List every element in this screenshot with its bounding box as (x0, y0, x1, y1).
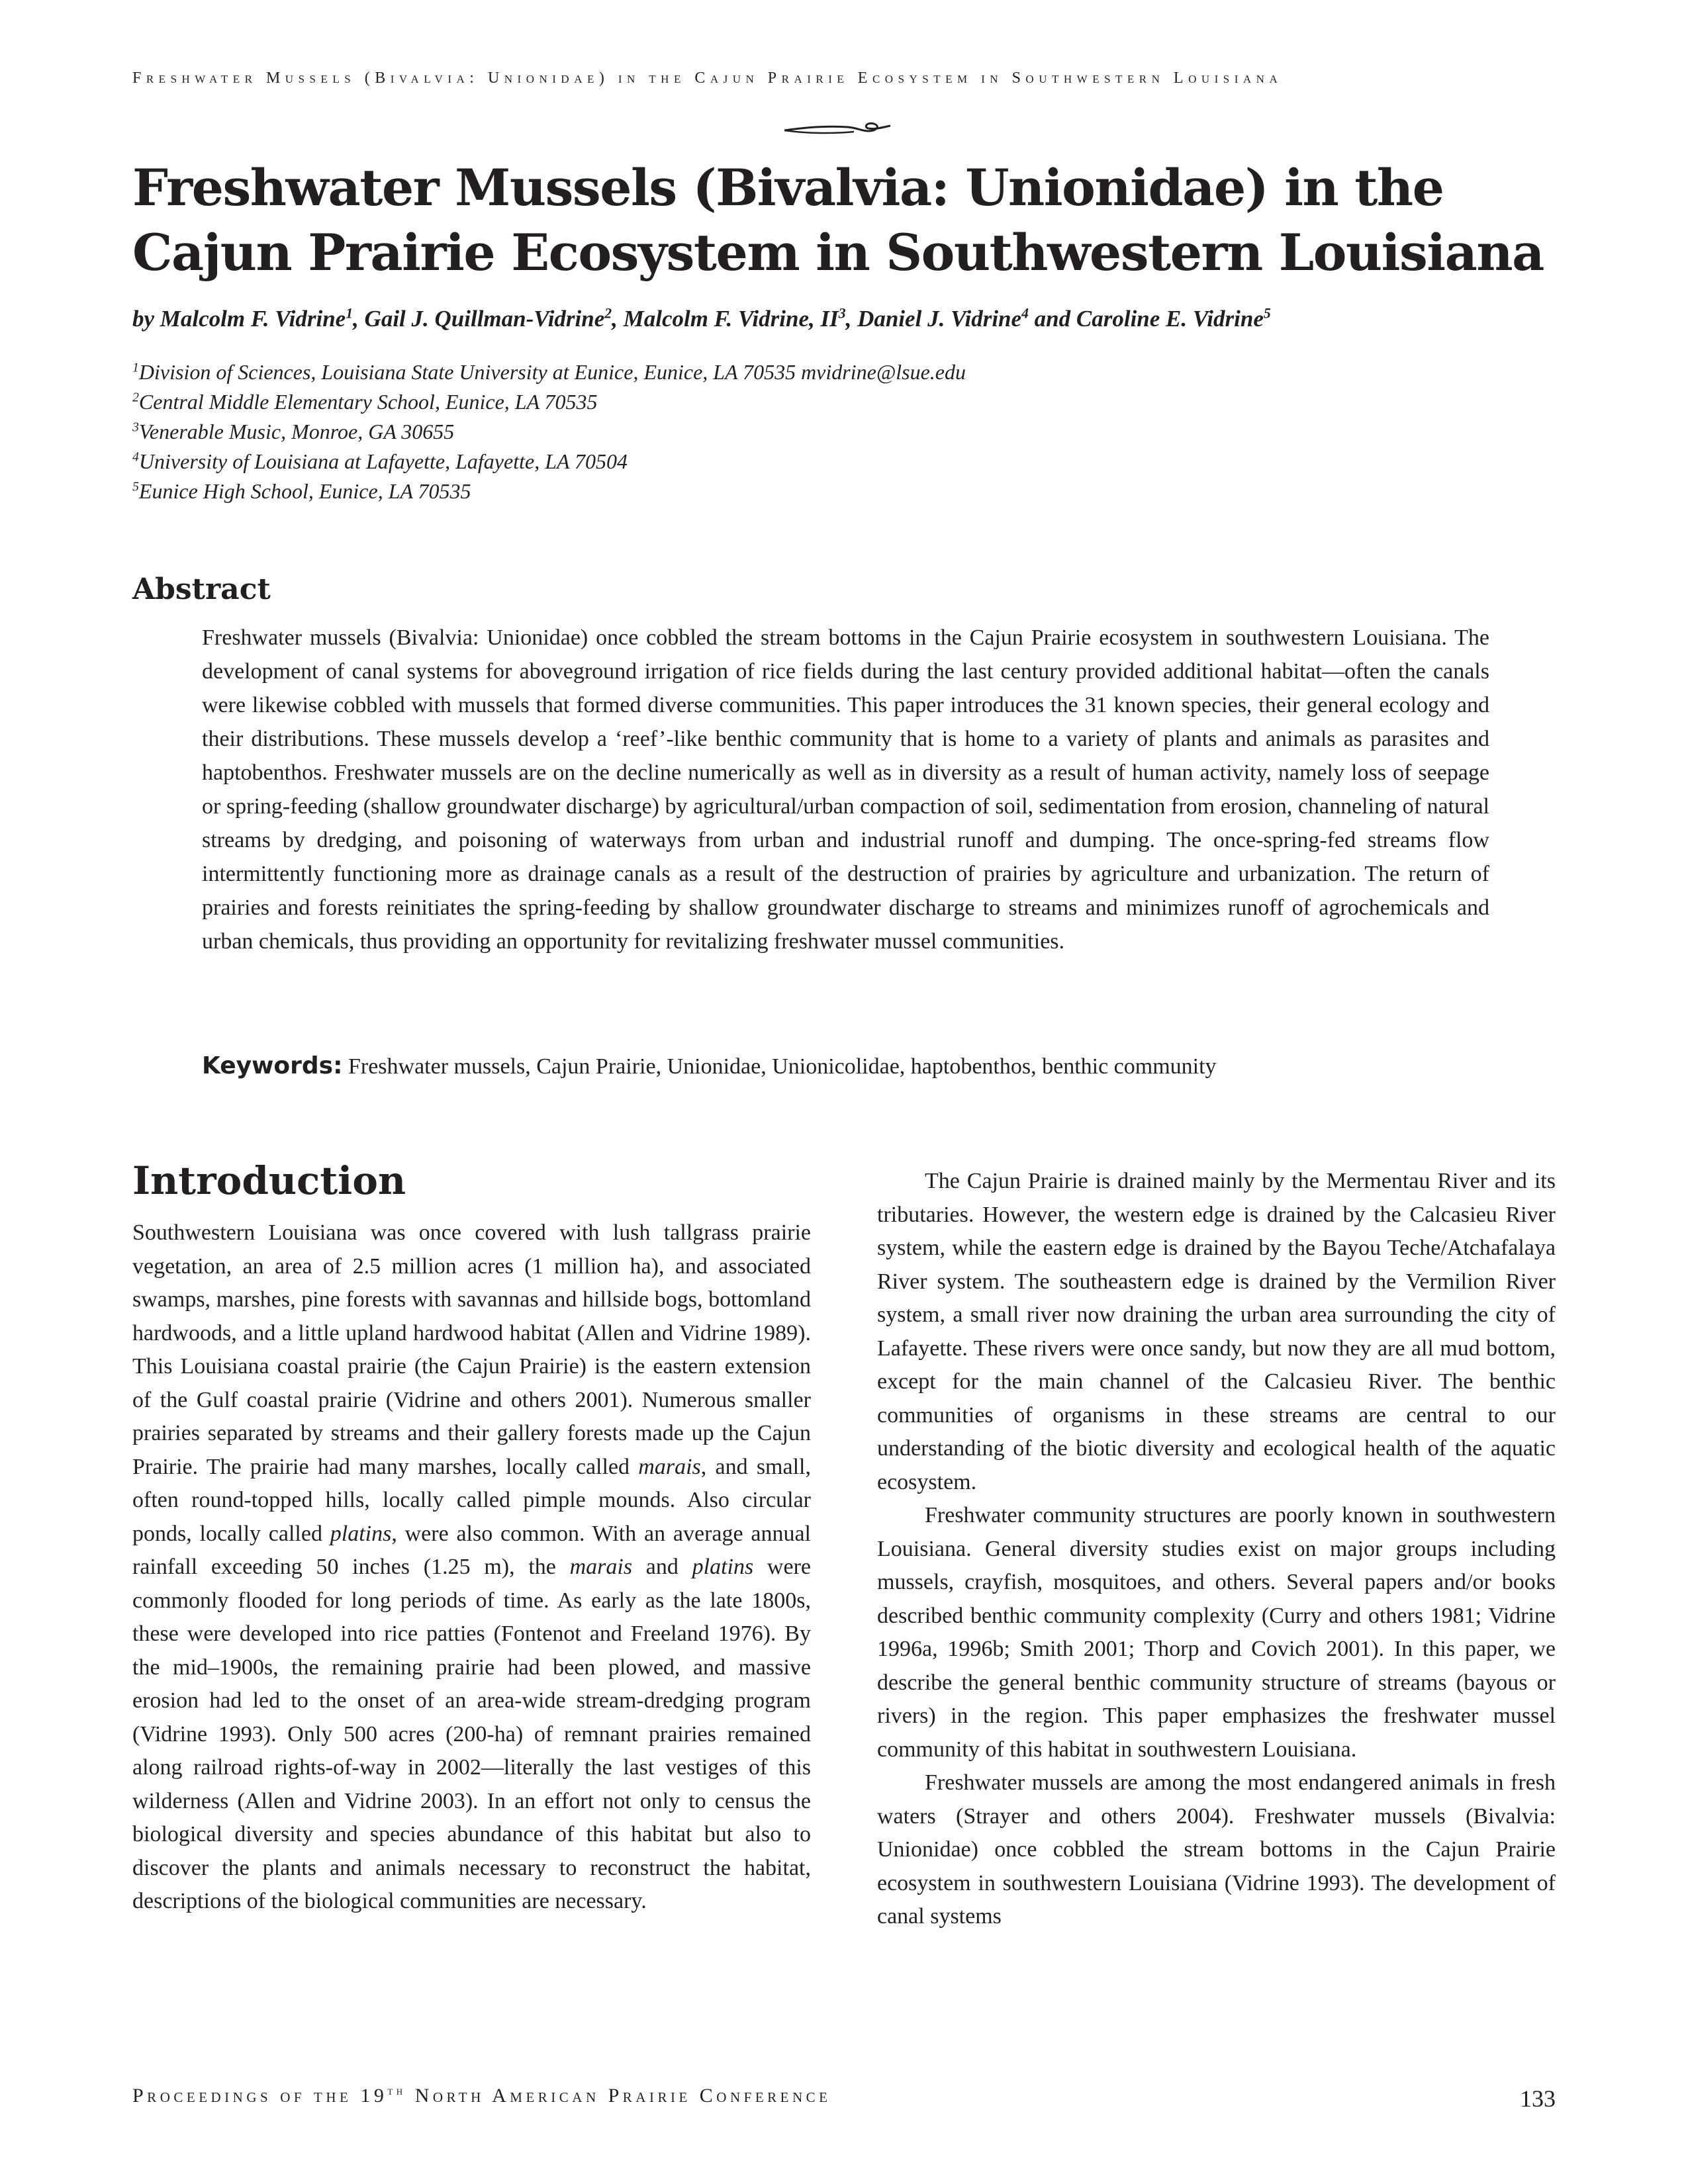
page-number: 133 (1520, 2085, 1556, 2112)
intro-left-column (132, 1216, 811, 1919)
title-line: Cajun Prairie Ecosystem in Southwestern Louisiana (132, 223, 1544, 282)
affiliation: $^1$Division of Sciences, Louisiana State University at Eunice, Eunice, LA 70535 mvidrine@lsue.edu (132, 360, 966, 384)
affiliation: $^5$Eunice High School, Eunice, LA 70535 (132, 479, 471, 503)
introduction-heading: Introduction (132, 1158, 406, 1203)
author: Malcolm F. Vidrine, $II^3$ (623, 305, 846, 332)
intro-paragraph: Freshwater community structures are poorly known in southwestern Louisiana. General diversity studies exist on major groups including mussels, crayfish, mosquitoes, and others. Several papers and/or books described benthic community complexity (Curry and others 1981; Vidrine 1996a, 1996b; Smith 2001; Thorp and Covich 2001). In this paper, we describe the general benthic community structure of streams (bayous or rivers) in the region. This paper emphasizes the freshwater mussel community of this habitat in southwestern Louisiana. (877, 1503, 1556, 1762)
affiliation: $^4$University of Louisiana at Lafayette, Lafayette, LA 70504 (132, 449, 628, 473)
author: Caroline E. Vidrine$^5$ (1076, 305, 1271, 332)
title-line: Freshwater Mussels (Bivalvia: Unionidae) in the (132, 158, 1444, 217)
ornament-flourish-icon (781, 119, 894, 139)
affiliation: $^2$Central Middle Elementary School, Eunice, LA 70535 (132, 390, 598, 414)
keywords (202, 1052, 1489, 1079)
intro-paragraph: Freshwater mussels are among the most endangered animals in fresh waters (Strayer and others 2004). Freshwater mussels (Bivalvia: Unionidae) once cobbled the stream bottoms in the Cajun Prairie ecosystem in southwestern Louisiana (Vidrine 1993). The development of canal systems (877, 1770, 1556, 1929)
author-prefix: by (132, 306, 155, 332)
keywords-label: Keywords: (202, 1052, 343, 1079)
author-conjunction: and (1034, 306, 1071, 332)
paper-title (132, 156, 1556, 285)
running-head: Freshwater Mussels (Bivalvia: Unionidae) in the Cajun Prairie Ecosystem in Southwestern Louisiana (132, 69, 1283, 87)
affiliation: $^3$Venerable Music, Monroe, GA 30655 (132, 420, 455, 443)
intro-right-column (877, 1165, 1556, 1934)
abstract-heading: Abstract (132, 572, 271, 606)
author-list: by Malcolm F. Vidrine$^1$, Gail J. Quillman-Vidrine$^2$, Malcolm F. Vidrine, $II^3$, Daniel J. Vidrine$^4$ and Caroline E. Vidrine$^5$ (132, 305, 1271, 332)
page-footer (132, 2084, 1556, 2112)
footer-proceedings: Proceedings of the 19th North American Prairie Conference (132, 2084, 831, 2107)
author: Daniel J. Vidrine$^4$ (857, 305, 1029, 332)
affiliation-list (132, 357, 1556, 506)
intro-paragraph: The Cajun Prairie is drained mainly by the Mermentau River and its tributaries. However, the western edge is drained by the Calcasieu River system, while the eastern edge is drained by the Bayou Teche/Atchafalaya River system. The southeastern edge is drained by the Vermilion River system, a small river now draining the urban area surrounding the city of Lafayette. These rivers were once sandy, but now they are all mud bottom, except for the main channel of the Calcasieu River. The benthic communities of organisms in these streams are central to our understanding of the biotic diversity and ecological health of the aquatic ecosystem. (877, 1169, 1556, 1494)
author: Malcolm F. Vidrine$^1$ (160, 305, 353, 332)
keywords-text: Freshwater mussels, Cajun Prairie, Unionidae, Unionicolidae, haptobenthos, benthic community (348, 1054, 1217, 1079)
intro-paragraph: Southwestern Louisiana was once covered with lush tallgrass prairie vegetation, an area of 2.5 million acres (1 million ha), and associated swamps, marshes, pine forests with savannas and hillside bogs, bottomland hardwoods, and a little upland hardwood habitat (Allen and Vidrine 1989). This Louisiana coastal prairie (the Cajun Prairie) is the eastern extension of the Gulf coastal prairie (Vidrine and others 2001). Numerous smaller prairies separated by streams and their gallery forests made up the Cajun Prairie. The prairie had many marshes, locally called marais, and small, often round-topped hills, locally called pimple mounds. Also circular ponds, locally called platins, were also common. With an average annual rainfall exceeding 50 inches (1.25 m), the marais and platins were commonly flooded for long periods of time. As early as the late 1800s, these were developed into rice patties (Fontenot and Freeland 1976). By the mid–1900s, the remaining prairie had been plowed, and massive erosion had led to the onset of an area-wide stream-dredging program (Vidrine 1993). Only 500 acres (200-ha) of remnant prairies remained along railroad rights-of-way in 2002—literally the last vestiges of this wilderness (Allen and Vidrine 2003). In an effort not only to census the biological diversity and species abundance of this habitat but also to discover the plants and animals necessary to reconstruct the habitat, descriptions of the biological communities are necessary. (132, 1220, 811, 1913)
abstract-body: Freshwater mussels (Bivalvia: Unionidae) once cobbled the stream bottoms in the Cajun Prairie ecosystem in southwestern Louisiana. The development of canal systems for aboveground irrigation of rice fields during the last century provided additional habitat—often the canals were likewise cobbled with mussels that formed diverse communities. This paper introduces the 31 known species, their general ecology and their distributions. These mussels develop a ‘reef’-like benthic community that is home to a variety of plants and animals as parasites and haptobenthos. Freshwater mussels are on the decline numerically as well as in diversity as a result of human activity, namely loss of seepage or spring-feeding (shallow groundwater discharge) by agricultural/urban compaction of soil, sedimentation from erosion, channeling of natural streams by dredging, and poisoning of waterways from urban and industrial runoff and dumping. The once-spring-fed streams flow intermittently functioning more as drainage canals as a result of the destruction of prairies by agriculture and urbanization. The return of prairies and forests reinitiates the spring-feeding by shallow groundwater discharge to streams and minimizes runoff of agrochemicals and urban chemicals, thus providing an opportunity for revitalizing freshwater mussel communities. (202, 625, 1489, 954)
author: Gail J. Quillman-Vidrine$^2$ (364, 305, 612, 332)
